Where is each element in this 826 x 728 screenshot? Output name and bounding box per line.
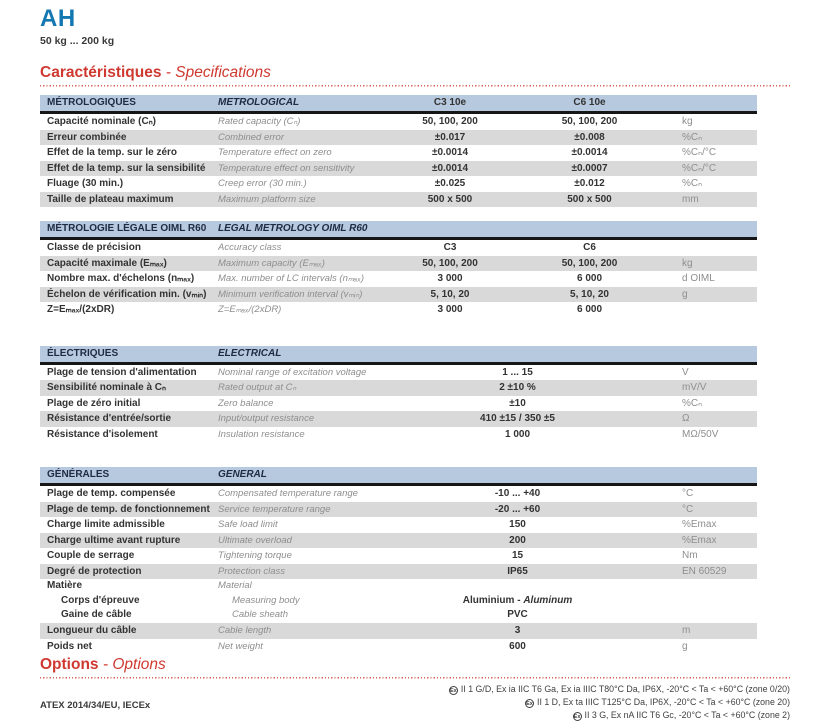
label-fr: Charge ultime avant rupture bbox=[47, 534, 181, 546]
table-row bbox=[40, 192, 757, 208]
capacity-range: 50 kg ... 200 kg bbox=[40, 35, 115, 47]
options-footer bbox=[40, 683, 790, 722]
table-row bbox=[40, 287, 757, 303]
table-row-material bbox=[40, 579, 757, 623]
table-header-en: METROLOGICAL bbox=[218, 97, 300, 108]
table-row bbox=[40, 380, 757, 396]
unit: Nm bbox=[682, 550, 698, 561]
unit: %Cₙ/°C bbox=[682, 162, 717, 174]
table-header-fr: MÉTROLOGIE LÉGALE OIML R60 bbox=[47, 223, 207, 234]
label-en: Cable length bbox=[218, 625, 272, 636]
label-fr: Effet de la temp. sur le zéro bbox=[47, 147, 178, 158]
table-row bbox=[40, 411, 757, 427]
label-en: Service temperature range bbox=[218, 503, 331, 515]
table-row bbox=[40, 176, 757, 192]
column-header-c6: C6 10e bbox=[573, 97, 606, 108]
unit bbox=[657, 302, 757, 318]
table-row bbox=[40, 271, 757, 287]
value-c3: 3 000 bbox=[437, 273, 463, 284]
label-fr: Degré de protection bbox=[47, 565, 142, 577]
label-fr: Erreur combinée bbox=[47, 131, 127, 143]
unit: mV/V bbox=[682, 382, 707, 393]
table-row bbox=[40, 533, 757, 549]
label-en: Zero balance bbox=[218, 397, 274, 409]
table-row bbox=[40, 639, 757, 655]
value: 150 bbox=[509, 519, 526, 530]
label-fr: Fluage (30 min.) bbox=[47, 178, 124, 189]
value-c6: 50, 100, 200 bbox=[561, 116, 618, 127]
value-c6: 50, 100, 200 bbox=[561, 257, 618, 269]
atex-label: ATEX 2014/34/EU, IECEx bbox=[40, 700, 151, 711]
unit: Ω bbox=[682, 413, 690, 424]
unit: °C bbox=[682, 488, 694, 499]
unit: °C bbox=[682, 503, 694, 515]
value-c6: ±0.012 bbox=[574, 178, 605, 189]
options-heading-fr: Options bbox=[40, 656, 99, 673]
value: 2 ±10 % bbox=[499, 382, 536, 393]
label-en: Nominal range of excitation voltage bbox=[218, 366, 367, 378]
value-cable-sheath: PVC bbox=[507, 609, 528, 620]
label-fr-sub: Gaine de câble bbox=[61, 609, 132, 620]
label-fr: Effet de la temp. sur la sensibilité bbox=[47, 162, 206, 174]
value-c3: 3 000 bbox=[437, 304, 463, 315]
table-metrological bbox=[40, 95, 757, 207]
specifications-heading-fr: Caractéristiques bbox=[40, 64, 162, 81]
label-en: Accuracy class bbox=[218, 242, 282, 253]
value: 410 ±15 / 350 ±5 bbox=[480, 413, 555, 424]
unit: V bbox=[682, 366, 689, 378]
unit: %Cₙ/°C bbox=[682, 147, 717, 158]
label-fr: Plage de zéro initial bbox=[47, 397, 141, 409]
label-fr: Capacité nominale (Cₙ) bbox=[47, 116, 157, 127]
table-row bbox=[40, 114, 757, 130]
atex-ex-icon: Ex bbox=[573, 713, 581, 720]
label-fr: Plage de temp. compensée bbox=[47, 488, 176, 499]
value: 200 bbox=[509, 534, 526, 546]
unit: %Emax bbox=[682, 519, 717, 530]
specifications-heading-en: - Specifications bbox=[165, 64, 271, 81]
table-header bbox=[40, 467, 757, 486]
unit: kg bbox=[682, 257, 693, 269]
value: 600 bbox=[509, 640, 526, 652]
label-fr: Poids net bbox=[47, 640, 93, 652]
label-fr: Longueur du câble bbox=[47, 625, 137, 636]
label-en: Maximum platform size bbox=[218, 193, 316, 205]
label-en: Combined error bbox=[218, 131, 284, 143]
unit: MΩ/50V bbox=[682, 428, 719, 440]
label-fr: Résistance d'isolement bbox=[47, 428, 158, 440]
label-en: Maximum capacity (Eₘₐₓ) bbox=[218, 257, 325, 269]
label-fr: Classe de précision bbox=[47, 242, 141, 253]
value-c3: ±0.017 bbox=[434, 131, 466, 143]
table-electrical bbox=[40, 346, 757, 443]
specifications-heading bbox=[40, 64, 790, 82]
unit: d OIML bbox=[682, 273, 715, 284]
value-c3: ±0.0014 bbox=[431, 162, 469, 174]
unit: mm bbox=[682, 193, 699, 205]
label-en: Rated output at Cₙ bbox=[218, 382, 297, 393]
label-en: Compensated temperature range bbox=[218, 488, 358, 499]
label-en: Max. number of LC intervals (nₘₐₓ) bbox=[218, 273, 364, 284]
options-heading bbox=[40, 656, 790, 674]
label-fr: Résistance d'entrée/sortie bbox=[47, 413, 172, 424]
table-header-fr: GÉNÉRALES bbox=[47, 469, 110, 480]
table-header-fr: ÉLECTRIQUES bbox=[47, 347, 119, 359]
unit: %Cₙ bbox=[682, 178, 703, 189]
table-header-en: ELECTRICAL bbox=[218, 347, 282, 359]
table-row bbox=[40, 517, 757, 533]
table-header bbox=[40, 221, 757, 240]
label-en: Creep error (30 min.) bbox=[218, 178, 307, 189]
unit bbox=[657, 240, 757, 256]
value-c6: ±0.0014 bbox=[571, 147, 608, 158]
table-header bbox=[40, 346, 757, 365]
value-c6: 6 000 bbox=[576, 273, 603, 284]
unit: %Emax bbox=[682, 534, 717, 546]
table-row bbox=[40, 623, 757, 639]
cert-line: Ex II 1 G/D, Ex ia IIC T6 Ga, Ex ia IIIC T80°C Da, IP6X, -20°C < Ta < +60°C (zone 0/20) bbox=[450, 684, 790, 694]
label-en-sub: Cable sheath bbox=[232, 609, 288, 620]
value-c3: 50, 100, 200 bbox=[422, 116, 478, 127]
cert-line: Ex II 1 D, Ex ta IIIC T125°C Da, IP6X, -20°C < Ta < +60°C (zone 20) bbox=[526, 697, 790, 707]
certification-lines bbox=[150, 683, 790, 722]
table-general bbox=[40, 467, 757, 654]
unit: g bbox=[682, 640, 688, 652]
value: 3 bbox=[514, 625, 521, 636]
label-en: Ultimate overload bbox=[218, 534, 292, 546]
unit: m bbox=[682, 625, 691, 636]
value-c3: 50, 100, 200 bbox=[422, 257, 478, 269]
label-fr-sub: Corps d'épreuve bbox=[61, 594, 140, 606]
atex-ex-icon: Ex bbox=[526, 700, 533, 707]
table-row bbox=[40, 564, 757, 580]
label-en: Net weight bbox=[218, 640, 263, 652]
table-row bbox=[40, 240, 757, 256]
label-en: Tightening torque bbox=[218, 550, 292, 561]
value-c3: 500 x 500 bbox=[427, 193, 473, 205]
label-en: Material bbox=[218, 580, 252, 591]
page-content bbox=[40, 0, 790, 722]
unit: %Cₙ bbox=[682, 131, 703, 143]
table-row bbox=[40, 548, 757, 564]
label-fr: Taille de plateau maximum bbox=[47, 193, 174, 205]
value: -20 ... +60 bbox=[494, 503, 541, 515]
label-fr: Capacité maximale (Eₘₐₓ) bbox=[47, 257, 167, 269]
value-c3: ±0.025 bbox=[434, 178, 466, 189]
table-header-en: GENERAL bbox=[218, 469, 267, 480]
value-c6: 6 000 bbox=[576, 304, 603, 315]
label-en: Temperature effect on zero bbox=[218, 147, 332, 158]
value-c6: 500 x 500 bbox=[567, 193, 612, 205]
label-fr: Plage de tension d'alimentation bbox=[47, 366, 197, 378]
table-row bbox=[40, 502, 757, 518]
label-en: Minimum verification interval (vₘᵢₙ) bbox=[218, 288, 363, 300]
options-heading-en: - Options bbox=[102, 656, 166, 673]
table-row bbox=[40, 302, 757, 318]
table-header-fr: MÉTROLOGIQUES bbox=[47, 97, 136, 108]
label-en-sub: Measuring body bbox=[232, 594, 300, 606]
value-c3: ±0.0014 bbox=[431, 147, 469, 158]
table-header-en: LEGAL METROLOGY OIML R60 bbox=[218, 223, 368, 234]
table-row bbox=[40, 130, 757, 146]
value: IP65 bbox=[507, 565, 528, 577]
value-material-body: Aluminium - Aluminum bbox=[462, 594, 573, 606]
table-row bbox=[40, 161, 757, 177]
label-en: Safe load limit bbox=[218, 519, 278, 530]
value: 15 bbox=[511, 550, 524, 561]
label-fr: Matière bbox=[47, 580, 83, 591]
dotted-divider bbox=[40, 84, 790, 87]
unit: EN 60529 bbox=[682, 565, 727, 577]
table-row bbox=[40, 396, 757, 412]
label-fr: Échelon de vérification min. (vₘᵢₙ) bbox=[47, 288, 207, 300]
label-fr: Z=Eₘₐₓ/(2xDR) bbox=[47, 304, 115, 315]
dotted-divider bbox=[40, 676, 790, 679]
label-en: Protection class bbox=[218, 565, 286, 577]
value-c6: 5, 10, 20 bbox=[570, 288, 609, 300]
cert-line: Ex II 3 G, Ex nA IIC T6 Gc, -20°C < Ta < +60°C (zone 2) bbox=[573, 710, 790, 720]
table-row bbox=[40, 365, 757, 381]
label-fr: Charge limite admissible bbox=[47, 519, 165, 530]
table-header bbox=[40, 95, 757, 114]
unit: %Cₙ bbox=[682, 397, 703, 409]
label-fr: Plage de temp. de fonctionnement bbox=[47, 503, 210, 515]
value-c6: ±0.0007 bbox=[571, 162, 608, 174]
table-row bbox=[40, 256, 757, 272]
table-row bbox=[40, 427, 757, 443]
label-fr: Couple de serrage bbox=[47, 550, 135, 561]
label-en: Temperature effect on sensitivity bbox=[218, 162, 355, 174]
label-en: Input/output resistance bbox=[218, 413, 315, 424]
column-header-c3: C3 10e bbox=[433, 97, 467, 108]
value-c3: 5, 10, 20 bbox=[430, 288, 470, 300]
atex-ex-icon: Ex bbox=[450, 687, 457, 694]
table-legal-metrology bbox=[40, 221, 757, 318]
label-fr: Nombre max. d'échelons (nₘₐₓ) bbox=[47, 273, 195, 284]
label-en: Rated capacity (Cₙ) bbox=[218, 116, 301, 127]
value: ±10 bbox=[509, 397, 526, 409]
unit: kg bbox=[682, 116, 693, 127]
value: -10 ... +40 bbox=[494, 488, 541, 499]
value-c3: C3 bbox=[443, 242, 457, 253]
label-en: Z=Eₘₐₓ/(2xDR) bbox=[218, 304, 282, 315]
value: 1 000 bbox=[504, 428, 531, 440]
label-fr: Sensibilité nominale à Cₙ bbox=[47, 382, 167, 393]
label-en: Insulation resistance bbox=[218, 428, 305, 440]
page-title: AH bbox=[40, 5, 76, 32]
value: 1 ... 15 bbox=[502, 366, 533, 378]
unit: g bbox=[682, 288, 688, 300]
table-row bbox=[40, 145, 757, 161]
value-c6: C6 bbox=[583, 242, 596, 253]
table-row bbox=[40, 486, 757, 502]
value-c6: ±0.008 bbox=[574, 131, 605, 143]
